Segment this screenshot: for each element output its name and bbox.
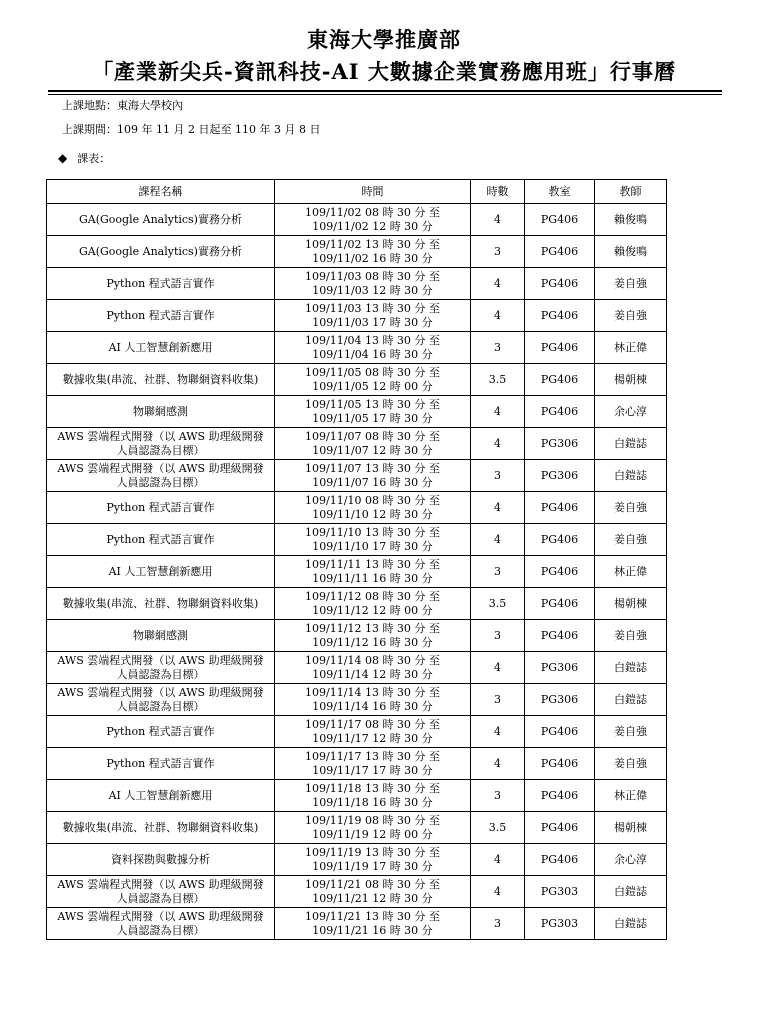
cell-course: [47, 556, 275, 588]
time-start: 109/11/17 08 時 30 分 至: [305, 717, 440, 731]
cell-hours: 4: [471, 524, 525, 556]
time-end: 109/11/02 16 時 30 分: [312, 251, 433, 265]
course-name: 物聯網感測: [133, 628, 188, 642]
time-start: 109/11/19 13 時 30 分 至: [305, 845, 440, 859]
cell-hours: 3.5: [471, 812, 525, 844]
class-period: 上課期間：109 年 11 月 2 日起至 110 年 3 月 8 日: [62, 123, 321, 136]
time-end: 109/11/19 12 時 00 分: [312, 827, 433, 841]
time-start: 109/11/18 13 時 30 分 至: [305, 781, 440, 795]
cell-course: [47, 268, 275, 300]
time-end: 109/11/07 12 時 30 分: [312, 443, 433, 457]
cell-hours: 3.5: [471, 588, 525, 620]
course-name: Python 程式語言實作: [106, 500, 215, 514]
time-end: 109/11/12 16 時 30 分: [312, 635, 433, 649]
cell-hours: 4: [471, 396, 525, 428]
cell-hours: 4: [471, 492, 525, 524]
title-rule-thin: [48, 94, 722, 95]
cell-hours: 3: [471, 620, 525, 652]
cell-course: [47, 460, 275, 492]
cell-course: [47, 876, 275, 908]
time-end: 109/11/17 12 時 30 分: [312, 731, 433, 745]
cell-room: PG406: [525, 556, 595, 588]
cell-time: [275, 684, 471, 716]
course-name: Python 程式語言實作: [106, 276, 215, 290]
time-start: 109/11/07 13 時 30 分 至: [305, 461, 440, 475]
cell-room: PG406: [525, 716, 595, 748]
time-end: 109/11/11 16 時 30 分: [312, 571, 433, 585]
cell-course: [47, 780, 275, 812]
cell-teacher: 姜自強: [595, 492, 667, 524]
cell-teacher: 姜自強: [595, 524, 667, 556]
cell-time: [275, 748, 471, 780]
time-start: 109/11/11 13 時 30 分 至: [305, 557, 440, 571]
title-rule-thick: [48, 90, 722, 92]
table-row: [47, 492, 667, 524]
time-start: 109/11/02 08 時 30 分 至: [305, 205, 440, 219]
cell-time: [275, 780, 471, 812]
table-row: [47, 524, 667, 556]
time-start: 109/11/03 08 時 30 分 至: [305, 269, 440, 283]
table-row: [47, 844, 667, 876]
course-name: AWS 雲端程式開發（以 AWS 助理級開發: [57, 653, 264, 667]
cell-room: PG406: [525, 812, 595, 844]
time-start: 109/11/14 08 時 30 分 至: [305, 653, 440, 667]
cell-room: PG306: [525, 428, 595, 460]
course-name: AWS 雲端程式開發（以 AWS 助理級開發: [57, 877, 264, 891]
table-row: [47, 876, 667, 908]
course-name: GA(Google Analytics)實務分析: [79, 212, 242, 226]
cell-room: PG406: [525, 492, 595, 524]
time-end: 109/11/21 12 時 30 分: [312, 891, 433, 905]
cell-teacher: 姜自強: [595, 748, 667, 780]
time-end: 109/11/03 12 時 30 分: [312, 283, 433, 297]
cell-course: [47, 652, 275, 684]
class-location: 上課地點：東海大學校內: [62, 99, 183, 112]
cell-hours: 4: [471, 652, 525, 684]
course-name-line2: 人員認證為目標）: [116, 475, 205, 489]
time-start: 109/11/21 08 時 30 分 至: [305, 877, 440, 891]
time-end: 109/11/05 17 時 30 分: [312, 411, 433, 425]
table-row: [47, 908, 667, 940]
cell-room: PG406: [525, 332, 595, 364]
cell-room: PG406: [525, 364, 595, 396]
cell-hours: 3: [471, 556, 525, 588]
course-name: AI 人工智慧創新應用: [108, 564, 213, 578]
cell-room: PG406: [525, 236, 595, 268]
cell-hours: 3: [471, 908, 525, 940]
cell-hours: 4: [471, 428, 525, 460]
cell-hours: 4: [471, 748, 525, 780]
course-name: AWS 雲端程式開發（以 AWS 助理級開發: [57, 429, 264, 443]
cell-room: PG306: [525, 652, 595, 684]
header-time: 時間: [275, 180, 471, 204]
course-name: AI 人工智慧創新應用: [108, 340, 213, 354]
cell-course: [47, 204, 275, 236]
time-end: 109/11/02 12 時 30 分: [312, 219, 433, 233]
time-start: 109/11/07 08 時 30 分 至: [305, 429, 440, 443]
cell-teacher: 姜自強: [595, 268, 667, 300]
cell-time: [275, 908, 471, 940]
time-end: 109/11/19 17 時 30 分: [312, 859, 433, 873]
time-start: 109/11/19 08 時 30 分 至: [305, 813, 440, 827]
time-start: 109/11/04 13 時 30 分 至: [305, 333, 440, 347]
cell-hours: 3: [471, 332, 525, 364]
course-name: AWS 雲端程式開發（以 AWS 助理級開發: [57, 909, 264, 923]
table-row: [47, 684, 667, 716]
table-row: [47, 780, 667, 812]
cell-teacher: 楊朝棟: [595, 364, 667, 396]
course-name-line2: 人員認證為目標）: [116, 667, 205, 681]
cell-time: [275, 204, 471, 236]
cell-time: [275, 428, 471, 460]
schedule-label: 課表：: [77, 152, 111, 165]
table-row: [47, 588, 667, 620]
cell-hours: 4: [471, 268, 525, 300]
diamond-bullet-icon: ◆: [58, 151, 68, 165]
time-start: 109/11/21 13 時 30 分 至: [305, 909, 440, 923]
header-room: 教室: [525, 180, 595, 204]
cell-room: PG406: [525, 620, 595, 652]
cell-time: [275, 268, 471, 300]
cell-teacher: 白鎧誌: [595, 652, 667, 684]
time-end: 109/11/12 12 時 00 分: [312, 603, 433, 617]
cell-room: PG406: [525, 204, 595, 236]
course-name: 物聯網感測: [133, 404, 188, 418]
table-row: [47, 748, 667, 780]
time-start: 109/11/05 13 時 30 分 至: [305, 397, 440, 411]
table-body: [47, 204, 667, 940]
table-row: [47, 428, 667, 460]
course-name-line2: 人員認證為目標）: [116, 891, 205, 905]
time-start: 109/11/12 13 時 30 分 至: [305, 621, 440, 635]
course-name-line2: 人員認證為目標）: [116, 443, 205, 457]
header-hours: 時數: [471, 180, 525, 204]
table-row: [47, 332, 667, 364]
course-name: 數據收集(串流、社群、物聯網資料收集): [62, 820, 259, 834]
cell-teacher: 姜自強: [595, 620, 667, 652]
cell-teacher: 林正偉: [595, 332, 667, 364]
table-row: [47, 460, 667, 492]
cell-teacher: 林正偉: [595, 556, 667, 588]
table-row: [47, 236, 667, 268]
cell-time: [275, 812, 471, 844]
cell-course: [47, 812, 275, 844]
cell-course: [47, 492, 275, 524]
cell-hours: 3: [471, 780, 525, 812]
course-name-line2: 人員認證為目標）: [116, 923, 205, 937]
time-start: 109/11/10 13 時 30 分 至: [305, 525, 440, 539]
cell-hours: 3: [471, 684, 525, 716]
time-end: 109/11/21 16 時 30 分: [312, 923, 433, 937]
table-row: [47, 364, 667, 396]
course-name: AI 人工智慧創新應用: [108, 788, 213, 802]
header-course: 課程名稱: [47, 180, 275, 204]
cell-room: PG303: [525, 876, 595, 908]
cell-teacher: 白鎧誌: [595, 908, 667, 940]
time-start: 109/11/05 08 時 30 分 至: [305, 365, 440, 379]
cell-room: PG406: [525, 524, 595, 556]
cell-course: [47, 748, 275, 780]
cell-teacher: 楊朝棟: [595, 812, 667, 844]
time-end: 109/11/10 17 時 30 分: [312, 539, 433, 553]
time-start: 109/11/10 08 時 30 分 至: [305, 493, 440, 507]
cell-time: [275, 236, 471, 268]
course-name: Python 程式語言實作: [106, 756, 215, 770]
course-name: 數據收集(串流、社群、物聯網資料收集): [62, 596, 259, 610]
cell-hours: 4: [471, 844, 525, 876]
time-start: 109/11/14 13 時 30 分 至: [305, 685, 440, 699]
cell-teacher: 姜自強: [595, 716, 667, 748]
course-name: Python 程式語言實作: [106, 308, 215, 322]
cell-time: [275, 876, 471, 908]
cell-time: [275, 844, 471, 876]
cell-room: PG406: [525, 844, 595, 876]
time-start: 109/11/03 13 時 30 分 至: [305, 301, 440, 315]
cell-course: [47, 396, 275, 428]
cell-teacher: 賴俊鳴: [595, 204, 667, 236]
cell-room: PG406: [525, 780, 595, 812]
time-end: 109/11/18 16 時 30 分: [312, 795, 433, 809]
cell-hours: 3: [471, 460, 525, 492]
cell-course: [47, 236, 275, 268]
cell-time: [275, 300, 471, 332]
cell-time: [275, 332, 471, 364]
cell-room: PG406: [525, 300, 595, 332]
cell-teacher: 白鎧誌: [595, 428, 667, 460]
cell-time: [275, 652, 471, 684]
table-row: [47, 620, 667, 652]
cell-hours: 3.5: [471, 364, 525, 396]
cell-course: [47, 428, 275, 460]
time-end: 109/11/17 17 時 30 分: [312, 763, 433, 777]
cell-time: [275, 364, 471, 396]
cell-hours: 4: [471, 300, 525, 332]
cell-course: [47, 300, 275, 332]
cell-hours: 3: [471, 236, 525, 268]
table-row: [47, 812, 667, 844]
cell-course: [47, 716, 275, 748]
cell-teacher: 白鎧誌: [595, 684, 667, 716]
cell-teacher: 姜自強: [595, 300, 667, 332]
time-start: 109/11/17 13 時 30 分 至: [305, 749, 440, 763]
cell-time: [275, 716, 471, 748]
time-end: 109/11/14 12 時 30 分: [312, 667, 433, 681]
table-row: [47, 556, 667, 588]
cell-course: [47, 588, 275, 620]
table-row: [47, 396, 667, 428]
time-start: 109/11/12 08 時 30 分 至: [305, 589, 440, 603]
cell-time: [275, 460, 471, 492]
cell-room: PG306: [525, 460, 595, 492]
schedule-heading: [58, 150, 110, 166]
cell-time: [275, 492, 471, 524]
time-end: 109/11/10 12 時 30 分: [312, 507, 433, 521]
course-name: Python 程式語言實作: [106, 532, 215, 546]
time-end: 109/11/14 16 時 30 分: [312, 699, 433, 713]
table-header-row: [47, 180, 667, 204]
table-row: [47, 716, 667, 748]
time-end: 109/11/05 12 時 00 分: [312, 379, 433, 393]
course-name: 數據收集(串流、社群、物聯網資料收集): [62, 372, 259, 386]
cell-room: PG406: [525, 588, 595, 620]
cell-room: PG406: [525, 396, 595, 428]
cell-teacher: 楊朝棟: [595, 588, 667, 620]
cell-room: PG306: [525, 684, 595, 716]
cell-hours: 4: [471, 204, 525, 236]
cell-teacher: 白鎧誌: [595, 460, 667, 492]
course-name: Python 程式語言實作: [106, 724, 215, 738]
table-row: [47, 652, 667, 684]
cell-course: [47, 524, 275, 556]
cell-room: PG303: [525, 908, 595, 940]
cell-teacher: 白鎧誌: [595, 876, 667, 908]
course-name: AWS 雲端程式開發（以 AWS 助理級開發: [57, 685, 264, 699]
header-teacher: 教師: [595, 180, 667, 204]
cell-time: [275, 588, 471, 620]
cell-time: [275, 524, 471, 556]
cell-teacher: 余心淳: [595, 396, 667, 428]
course-name-line2: 人員認證為目標）: [116, 699, 205, 713]
cell-course: [47, 364, 275, 396]
cell-course: [47, 620, 275, 652]
cell-time: [275, 556, 471, 588]
document-subtitle: 「產業新尖兵-資訊科技-AI 大數據企業實務應用班」行事曆: [92, 59, 676, 84]
cell-room: PG406: [525, 748, 595, 780]
course-name: AWS 雲端程式開發（以 AWS 助理級開發: [57, 461, 264, 475]
time-end: 109/11/04 16 時 30 分: [312, 347, 433, 361]
table-row: [47, 300, 667, 332]
cell-teacher: 林正偉: [595, 780, 667, 812]
cell-hours: 4: [471, 716, 525, 748]
table-row: [47, 268, 667, 300]
cell-teacher: 賴俊鳴: [595, 236, 667, 268]
cell-hours: 4: [471, 876, 525, 908]
document-title: 東海大學推廣部: [307, 27, 461, 52]
cell-course: [47, 844, 275, 876]
cell-teacher: 余心淳: [595, 844, 667, 876]
table-row: [47, 204, 667, 236]
course-name: GA(Google Analytics)實務分析: [79, 244, 242, 258]
course-name: 資料探勘與數據分析: [111, 852, 210, 866]
schedule-table: [46, 179, 667, 940]
cell-time: [275, 396, 471, 428]
time-end: 109/11/03 17 時 30 分: [312, 315, 433, 329]
time-end: 109/11/07 16 時 30 分: [312, 475, 433, 489]
cell-course: [47, 908, 275, 940]
time-start: 109/11/02 13 時 30 分 至: [305, 237, 440, 251]
cell-course: [47, 684, 275, 716]
cell-room: PG406: [525, 268, 595, 300]
cell-course: [47, 332, 275, 364]
cell-time: [275, 620, 471, 652]
